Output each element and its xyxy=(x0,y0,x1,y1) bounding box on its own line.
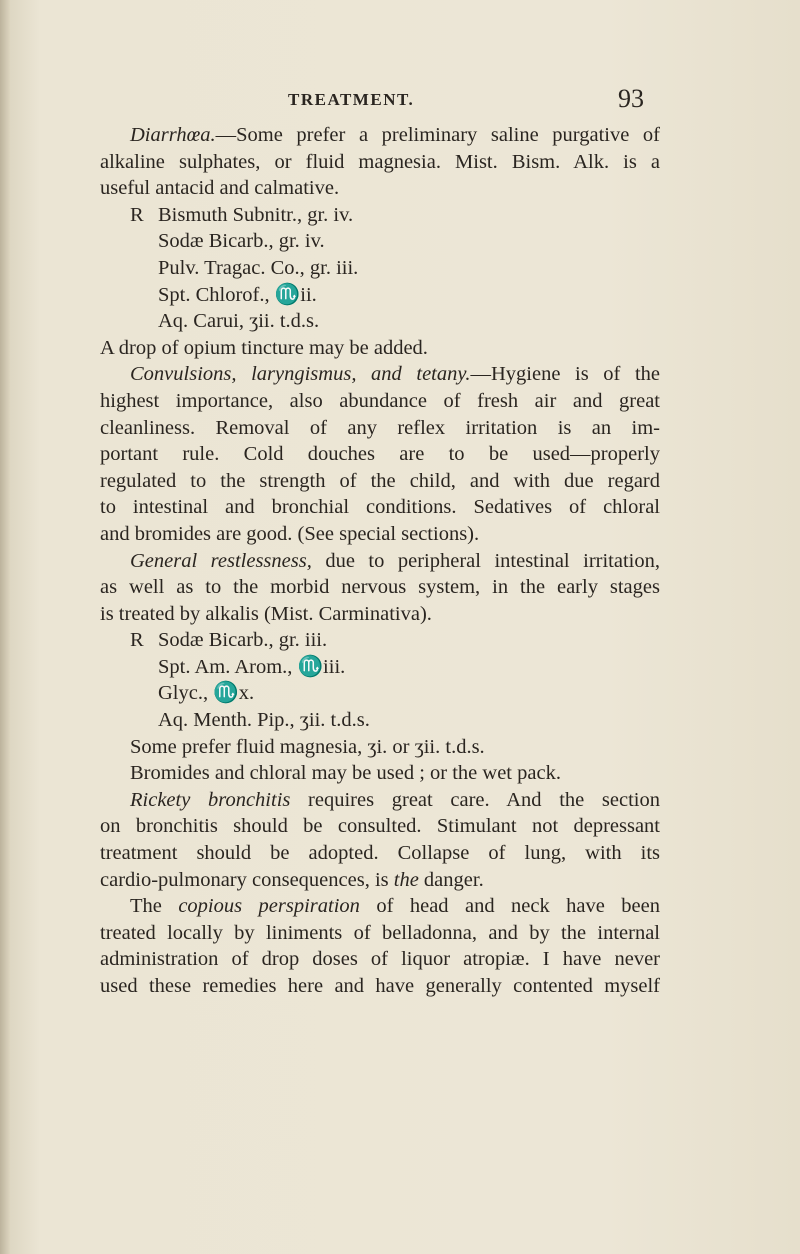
text-span: requires great care. And the section xyxy=(290,788,660,811)
paragraph-line: to intestinal and bronchial conditions. Sedatives of chloral xyxy=(100,496,660,519)
text-span: danger. xyxy=(418,868,484,891)
text-span: The xyxy=(130,895,179,918)
paragraph-line: used these remedies here and have generally contented myself xyxy=(100,975,660,997)
section-heading-perspiration: copious perspiration xyxy=(178,895,360,918)
prescription-item: Sodæ Bicarb., gr. iv. xyxy=(158,230,325,253)
page-body xyxy=(100,122,660,1000)
paragraph-line: is treated by alkalis (Mist. Carminativa). xyxy=(100,602,432,625)
recipe-symbol: R xyxy=(130,203,144,226)
emphasis: the xyxy=(393,868,419,891)
page-number: 93 xyxy=(618,84,644,113)
paragraph-line: A drop of opium tincture may be added. xyxy=(100,336,428,359)
section-heading-restlessness: General restlessness, xyxy=(130,549,312,572)
page-spine-shadow xyxy=(0,0,10,1254)
paragraph-line: on bronchitis should be consulted. Stimulant not depressant xyxy=(100,815,660,838)
section-heading-bronchitis: Rickety bronchitis xyxy=(130,788,291,811)
section-heading-convulsions: Convulsions, laryngismus, and tetany. xyxy=(130,363,471,386)
paragraph-line xyxy=(100,893,660,920)
recipe-symbol: R xyxy=(130,629,144,652)
text-span: —Hygiene is of the xyxy=(470,363,660,386)
prescription-item: Aq. Carui, ʒii. t.d.s. xyxy=(158,310,320,333)
text-span: due to peripheral intestinal irritation, xyxy=(311,549,660,572)
prescription-item: Spt. Am. Arom., ♏iii. xyxy=(158,655,346,678)
prescription-item: Aq. Menth. Pip., ʒii. t.d.s. xyxy=(158,709,370,732)
paragraph-line: and bromides are good. (See special sections). xyxy=(100,522,480,545)
paragraph-line: cleanliness. Removal of any reflex irritation is an im- xyxy=(100,416,660,439)
paragraph-line xyxy=(100,361,660,388)
paragraph-line: useful antacid and calmative. xyxy=(100,177,340,200)
paragraph-line: administration of drop doses of liquor atropiæ. I have never xyxy=(100,948,660,971)
prescription-line xyxy=(100,627,660,654)
prescription-item: Pulv. Tragac. Co., gr. iii. xyxy=(158,256,359,279)
paragraph-line xyxy=(100,122,660,149)
paragraph-line: as well as to the morbid nervous system, in the early stages xyxy=(100,576,660,599)
paragraph-line: highest importance, also abundance of fresh air and great xyxy=(100,389,660,412)
paragraph-line: Some prefer fluid magnesia, ʒi. or ʒii. t.d.s. xyxy=(130,735,485,758)
text-span: of head and neck have been xyxy=(359,895,660,918)
paragraph-line: alkaline sulphates, or fluid magnesia. Mist. Bism. Alk. is a xyxy=(100,150,660,173)
prescription-item: Bismuth Subnitr., gr. iv. xyxy=(158,203,354,226)
running-title: TREATMENT. xyxy=(288,90,415,109)
text-span: —Some prefer a preliminary saline purgative of xyxy=(215,124,660,146)
paragraph-line: treatment should be adopted. Collapse of lung, with its xyxy=(100,842,660,865)
paragraph-line: portant rule. Cold douches are to be used—properly xyxy=(100,443,660,466)
paragraph-line: treated locally by liniments of belladonna, and by the internal xyxy=(100,921,660,944)
page-header xyxy=(0,84,800,118)
prescription-line xyxy=(100,202,660,229)
paragraph-line: regulated to the strength of the child, and with due regard xyxy=(100,469,660,492)
paragraph-line: Bromides and chloral may be used ; or the wet pack. xyxy=(130,762,561,785)
text-span: cardio-pulmonary consequences, is xyxy=(100,868,394,891)
prescription-item: Spt. Chlorof., ♏ii. xyxy=(158,283,317,306)
paragraph-line xyxy=(100,787,660,814)
paragraph-line xyxy=(100,548,660,575)
section-heading-diarrhoea: Diarrhœa. xyxy=(130,124,216,146)
prescription-item: Glyc., ♏x. xyxy=(158,682,255,705)
prescription-item: Sodæ Bicarb., gr. iii. xyxy=(158,629,328,652)
paragraph-line xyxy=(100,867,660,894)
